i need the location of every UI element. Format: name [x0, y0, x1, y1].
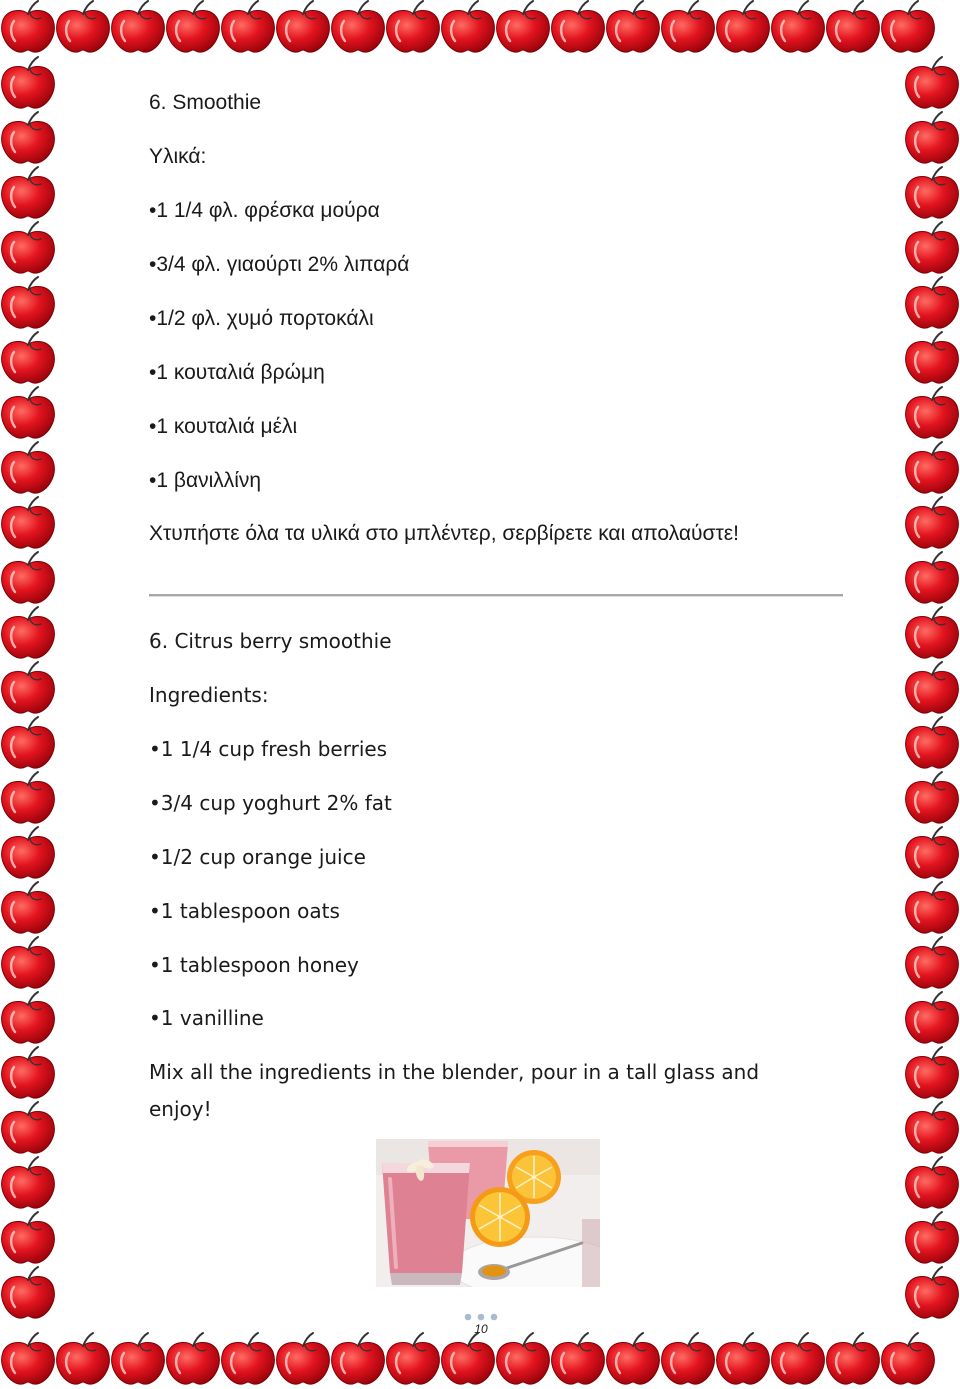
- greek-ingredient-item: •1 κουταλιά μέλι: [149, 415, 298, 438]
- english-ingredient-item: •1 tablespoon honey: [149, 953, 359, 977]
- greek-ingredient-item: •1 1/4 φλ. φρέσκα μούρα: [149, 199, 380, 222]
- greek-ingredient-item: •1/2 φλ. χυμό πορτοκάλι: [149, 307, 374, 330]
- english-ingredient-item: •1 vanilline: [149, 1006, 264, 1030]
- english-instructions-line-2: enjoy!: [149, 1097, 212, 1121]
- greek-instructions: Χτυπήστε όλα τα υλικά στο μπλέντερ, σερβίρετε και απολαύστε!: [149, 522, 739, 545]
- page-number: 10: [474, 1322, 488, 1336]
- footer-dots-icon: [464, 1313, 498, 1321]
- greek-ingredient-item: •1 κουταλιά βρώμη: [149, 361, 325, 384]
- english-ingredient-item: •1 tablespoon oats: [149, 899, 340, 923]
- english-recipe-title: 6. Citrus berry smoothie: [149, 629, 392, 653]
- section-divider: [149, 594, 843, 597]
- greek-ingredients-label: Υλικά:: [149, 145, 207, 168]
- english-ingredient-item: •1/2 cup orange juice: [149, 845, 366, 869]
- greek-ingredient-item: •3/4 φλ. γιαούρτι 2% λιπαρά: [149, 253, 410, 276]
- english-ingredients-label: Ingredients:: [149, 683, 269, 707]
- greek-recipe-title: 6. Smoothie: [149, 91, 262, 114]
- english-instructions-line-1: Mix all the ingredients in the blender, pour in a tall glass and: [149, 1060, 760, 1084]
- greek-ingredient-item: •1 βανιλλίνη: [149, 469, 262, 492]
- smoothie-photo: [376, 1139, 600, 1287]
- english-ingredient-item: •3/4 cup yoghurt 2% fat: [149, 791, 392, 815]
- english-ingredient-item: •1 1/4 cup fresh berries: [149, 737, 388, 761]
